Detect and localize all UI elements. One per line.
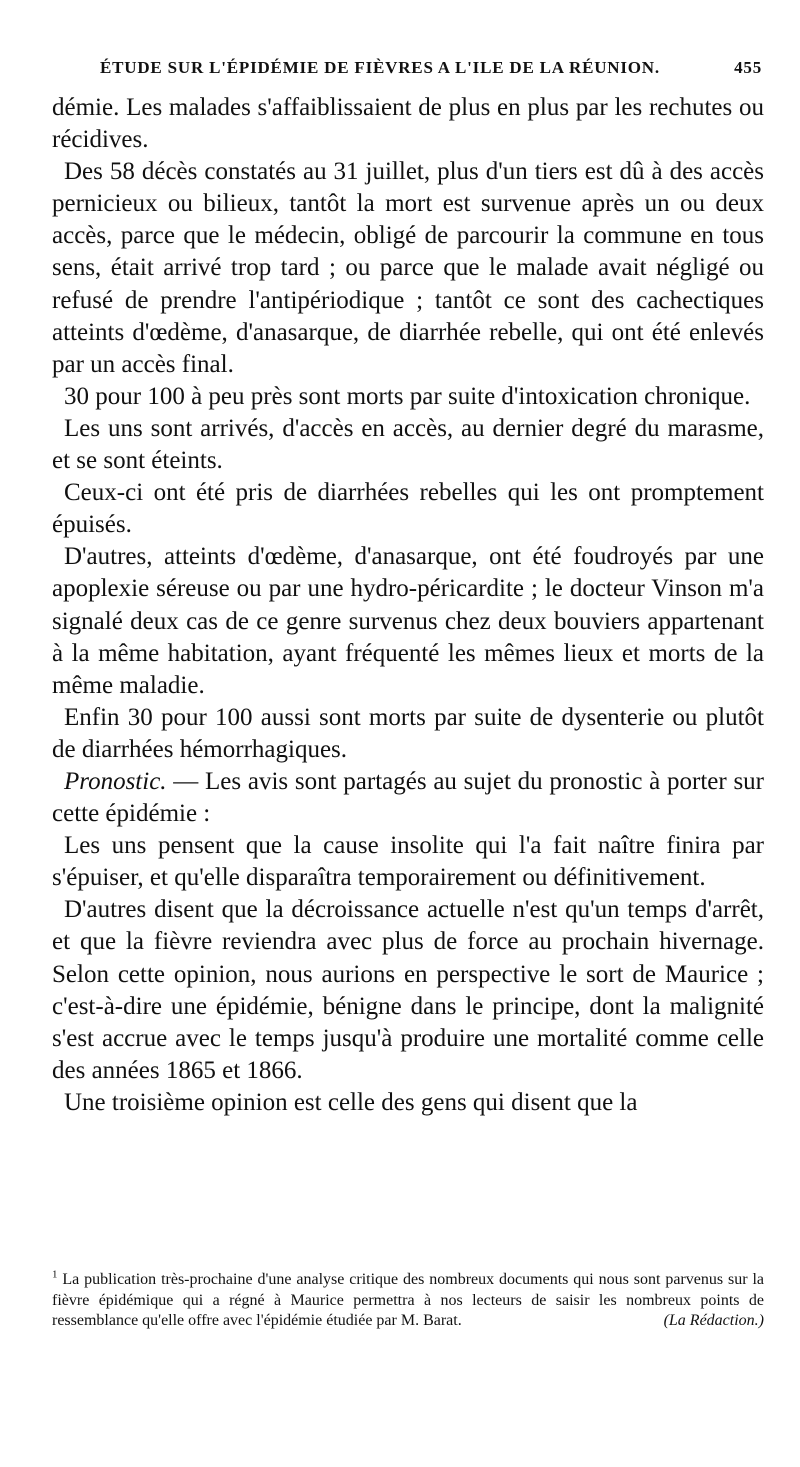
running-head [100, 58, 762, 78]
body-text [52, 92, 764, 1119]
page-number: 455 [734, 58, 762, 77]
pronostic-heading: Pronostic. [64, 767, 167, 795]
paragraph: Ceux-ci ont été pris de diarrhées rebelles qui les ont promptement épuisés. [52, 479, 764, 539]
paragraph: D'autres, atteints d'œdème, d'anasarque, ont été foudroyés par une apoplexie séreuse ou par une hydro-péricardite ; le docteur Vinson m'a signalé deux cas de ce genre survenus chez deux bouviers appartenant à la même habitation, ayant fréquenté les mêmes lieux et morts de la même maladie. [52, 543, 764, 699]
footnote-signature: (La Rédaction.) [663, 1312, 764, 1329]
paragraph: Les uns sont arrivés, d'accès en accès, au dernier degré du marasme, et se sont éteints. [52, 414, 764, 475]
paragraph: Des 58 décès constatés au 31 juillet, plus d'un tiers est dû à des accès pernicieux ou bilieux, tantôt la mort est survenue après un ou deux accès, parce que le médecin, obligé de parcourir la commune en tous sens, était arrivé trop tard ; ou parce que le malade avait négligé ou refusé de prendre l'antipériodique ; tantôt ce sont des cachectiques atteints d'œdème, d'anasarque, de diarrhée rebelle, qui ont été enlevés par un accès final. [52, 158, 764, 378]
paragraph: D'autres disent que la décroissance actuelle n'est qu'un temps d'arrêt, et que la fièvre reviendra avec plus de force au prochain hivernage. Selon cette opinion, nous aurions en perspective le sort de Maurice ; c'est-à-dire une épidémie, bénigne dans le principe, dont la malignité s'est accrue avec le temps jusqu'à produire une mortalité comme celle des années 1865 et 1866. [52, 896, 764, 1084]
footnote-marker: 1 [52, 1268, 58, 1281]
footnote-text: La publication très-prochaine d'une analyse critique des nombreux documents qui nous sont parvenus sur la fièvre épidémique qui a régné à Maurice permettra à nos lecteurs de saisir les nombreux points de ressemblance qu'elle offre avec l'épidémie étudiée par M. Barat. [52, 1271, 765, 1329]
paragraph: Une troisième opinion est celle des gens qui disent que la [64, 1088, 638, 1116]
paragraph: Les uns pensent que la cause insolite qui l'a fait naître finira par s'épuiser, et qu'elle disparaîtra temporairement ou définitivement. [52, 832, 764, 892]
footnotes [52, 1270, 764, 1332]
pronostic-paragraph [52, 766, 764, 830]
running-title: ÉTUDE SUR L'ÉPIDÉMIE DE FIÈVRES A L'ILE DE LA RÉUNION. [100, 58, 660, 77]
pronostic-text: — Les avis sont partagés au sujet du pronostic à porter sur cette épidémie : [52, 767, 764, 828]
paragraph: démie. Les malades s'affaiblissaient de plus en plus par les rechutes ou récidives. [52, 94, 764, 154]
paragraph: 30 pour 100 à peu près sont morts par suite d'intoxication chronique. [64, 382, 751, 410]
footnote [52, 1270, 764, 1332]
paragraph: Enfin 30 pour 100 aussi sont morts par suite de dysenterie ou plutôt de diarrhées hémorrhagiques. [52, 703, 764, 763]
